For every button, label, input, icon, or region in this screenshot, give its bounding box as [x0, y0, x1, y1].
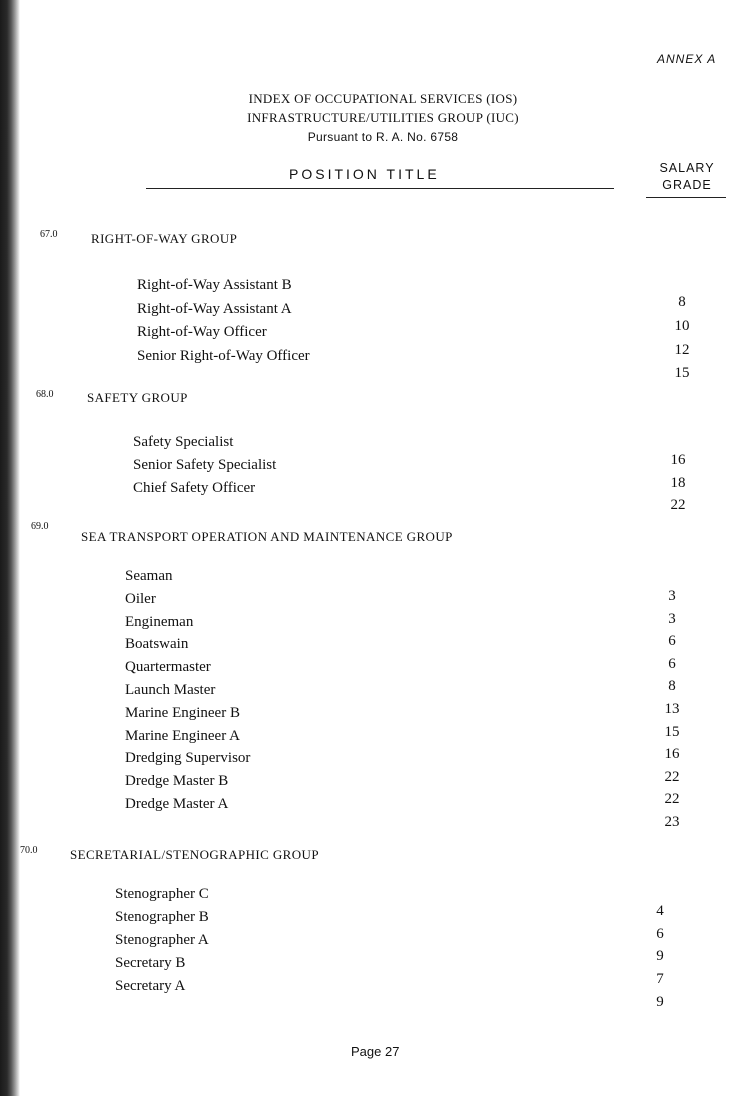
salary-grade-value: 8 [678, 294, 686, 310]
position-title-header: POSITION TITLE [289, 166, 440, 182]
position-title: Senior Right-of-Way Officer [137, 348, 310, 365]
salary-grade-value: 3 [668, 588, 676, 604]
position-title: Engineman [125, 613, 194, 630]
group-name: RIGHT-OF-WAY GROUP [91, 231, 238, 246]
salary-grade-value: 23 [664, 814, 680, 830]
salary-grade-value: 15 [674, 365, 690, 382]
salary-grade-value: 3 [668, 610, 676, 627]
position-title: Launch Master [125, 682, 216, 698]
group-name: SECRETARIAL/STENOGRAPHIC GROUP [70, 847, 319, 862]
annex-label: ANNEX A [657, 52, 717, 66]
group-code: 69.0 [31, 521, 49, 532]
document-subtitle: INFRASTRUCTURE/UTILITIES GROUP (IUC) [247, 110, 519, 125]
position-title: Seaman [125, 568, 173, 584]
salary-grade-value: 22 [664, 791, 680, 808]
salary-grade-value: 12 [674, 341, 690, 358]
salary-header-rule [646, 197, 726, 198]
position-title: Chief Safety Officer [133, 479, 256, 496]
salary-grade-value: 9 [656, 948, 664, 965]
position-title: Dredge Master A [125, 796, 229, 812]
salary-grade-value: 16 [664, 746, 680, 763]
position-title: Marine Engineer A [125, 727, 240, 744]
salary-grade-value: 7 [656, 971, 664, 988]
position-title: Secretary B [115, 955, 186, 971]
position-title: Right-of-Way Assistant B [137, 277, 292, 293]
position-title: Dredging Supervisor [125, 750, 251, 767]
salary-grade-value: 18 [670, 474, 686, 491]
salary-grade-value: 13 [664, 701, 680, 717]
position-header-rule [146, 188, 614, 189]
pursuant-line: Pursuant to R. A. No. 6758 [307, 130, 459, 144]
position-title: Stenographer B [115, 909, 209, 925]
salary-grade-value: 15 [664, 723, 680, 740]
position-title: Dredge Master B [125, 773, 229, 790]
salary-grade-value: 8 [668, 678, 676, 695]
salary-grade-value: 16 [670, 452, 686, 468]
salary-grade-value: 9 [656, 993, 664, 1010]
position-title: Safety Specialist [133, 434, 234, 450]
salary-grade-value: 10 [674, 317, 690, 334]
position-title: Boatswain [125, 636, 189, 653]
group-code: 67.0 [40, 229, 58, 240]
position-title: Right-of-Way Officer [137, 324, 267, 341]
position-title: Stenographer C [115, 886, 209, 902]
document-title: INDEX OF OCCUPATIONAL SERVICES (IOS) [248, 91, 518, 106]
page-number: Page 27 [351, 1044, 400, 1059]
position-title: Senior Safety Specialist [133, 456, 277, 473]
group-code: 70.0 [20, 845, 38, 856]
group-code: 68.0 [36, 389, 54, 400]
scan-edge-shadow [0, 0, 20, 1096]
position-title: Oiler [125, 590, 156, 607]
salary-header-line1: SALARY [659, 161, 715, 175]
group-name: SAFETY GROUP [87, 390, 188, 405]
salary-grade-header [648, 161, 726, 192]
salary-grade-value: 22 [670, 497, 686, 513]
salary-grade-value: 6 [668, 633, 676, 650]
salary-grade-value: 6 [668, 655, 676, 672]
position-title: Secretary A [115, 978, 186, 994]
position-title: Right-of-Way Assistant A [137, 300, 292, 317]
position-title: Stenographer A [115, 932, 209, 948]
salary-grade-value: 6 [656, 925, 664, 942]
salary-grade-value: 22 [664, 768, 680, 785]
salary-grade-value: 4 [656, 903, 664, 919]
salary-header-line2: GRADE [662, 178, 712, 192]
group-name: SEA TRANSPORT OPERATION AND MAINTENANCE GROUP [81, 529, 453, 544]
position-title: Marine Engineer B [125, 704, 240, 721]
position-title: Quartermaster [125, 659, 211, 676]
